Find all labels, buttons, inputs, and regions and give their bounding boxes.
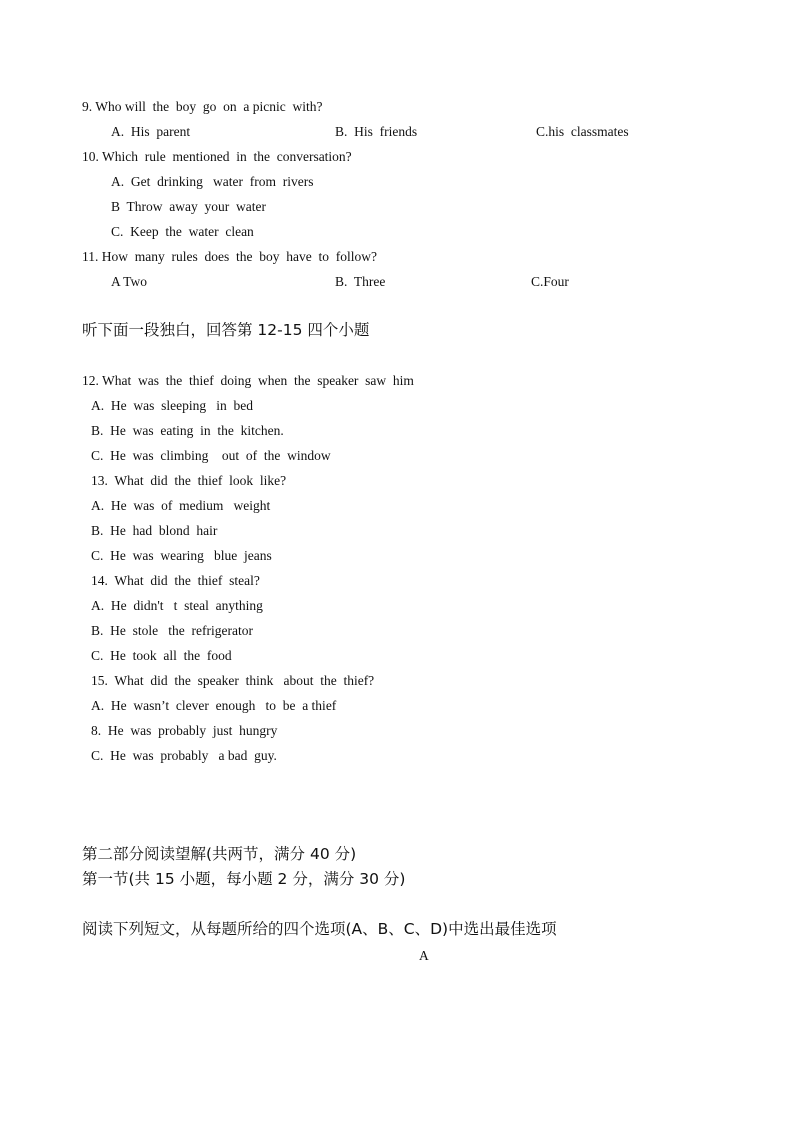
question-10-option-a: A. Get drinking water from rivers <box>111 174 314 189</box>
question-9-option-c: C.his classmates <box>536 124 629 139</box>
question-15-stem: 15. What did the speaker think about the thief? <box>91 673 375 688</box>
question-9-option-b: B. His friends <box>335 124 418 139</box>
question-11-option-c: C.Four <box>531 274 569 289</box>
question-11-option-a: A Two <box>111 274 147 289</box>
question-10-stem: 10. Which rule mentioned in the conversation? <box>82 149 352 164</box>
question-14-stem: 14. What did the thief steal? <box>91 573 260 588</box>
question-15-option-a: A. He wasn’t clever enough to be a thief <box>91 698 337 713</box>
part-two-heading: 第二部分阅读望解(共两节，满分 40 分) <box>82 845 357 863</box>
question-11-option-b: B. Three <box>335 274 386 289</box>
question-12-option-c: C. He was climbing out of the window <box>91 448 331 463</box>
question-12-stem: 12. What was the thief doing when the speaker saw him <box>82 373 414 388</box>
question-13-option-c: C. He was wearing blue jeans <box>91 548 272 563</box>
question-9-stem: 9. Who will the boy go on a picnic with? <box>82 99 323 114</box>
question-14-option-c: C. He took all the food <box>91 648 232 663</box>
question-9-option-a: A. His parent <box>111 124 191 139</box>
question-14-option-b: B. He stole the refrigerator <box>91 623 253 638</box>
question-14-option-a: A. He didn't t steal anything <box>91 598 263 613</box>
section-one-heading: 第一节(共 15 小题，每小题 2 分，满分 30 分) <box>82 870 406 888</box>
passage-label: A <box>419 948 429 963</box>
question-13-option-a: A. He was of medium weight <box>91 498 271 513</box>
question-10-option-b: B Throw away your water <box>111 199 266 214</box>
monologue-instruction: 听下面一段独白，回答第 12-15 四个小题 <box>82 321 370 339</box>
question-11-stem: 11. How many rules does the boy have to follow? <box>82 249 377 264</box>
question-13-option-b: B. He had blond hair <box>91 523 218 538</box>
question-13-stem: 13. What did the thief look like? <box>91 473 287 488</box>
reading-instruction: 阅读下列短文，从每题所给的四个选项(A、B、C、D)中选出最佳选项 <box>82 920 557 938</box>
question-10-option-c: C. Keep the water clean <box>111 224 254 239</box>
question-15-option-c: C. He was probably a bad guy. <box>91 748 277 763</box>
question-12-option-b: B. He was eating in the kitchen. <box>91 423 284 438</box>
question-15-option-b: 8. He was probably just hungry <box>91 723 278 738</box>
question-12-option-a: A. He was sleeping in bed <box>91 398 253 413</box>
